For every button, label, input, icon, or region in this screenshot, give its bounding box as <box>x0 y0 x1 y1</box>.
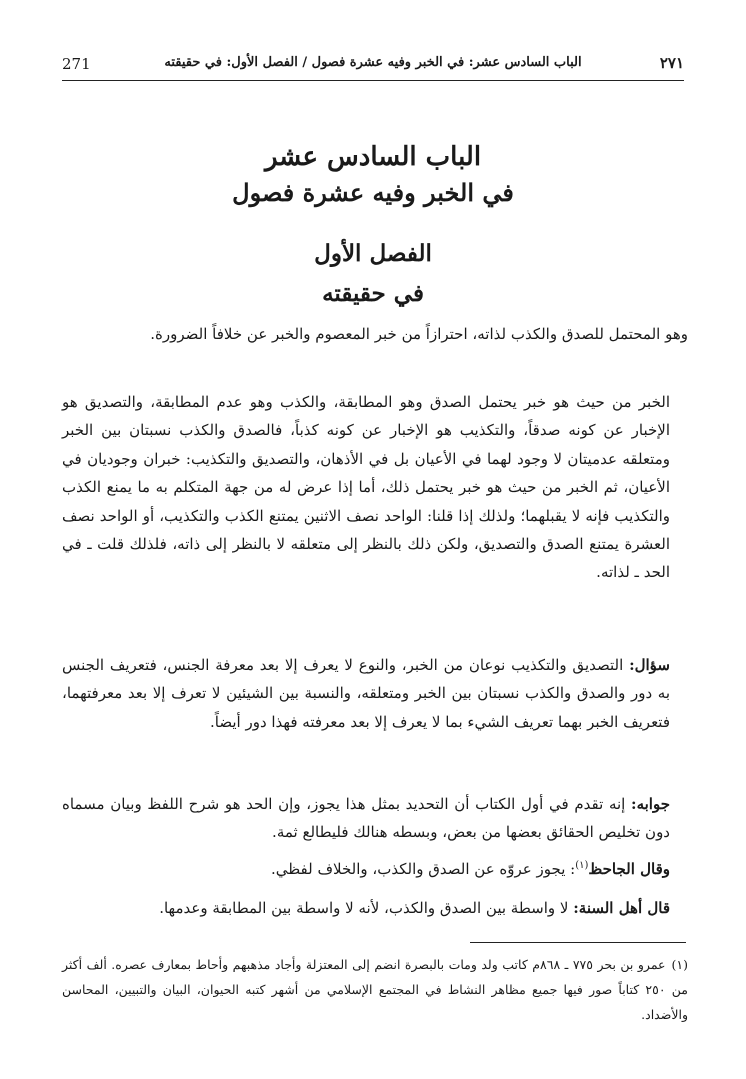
chapter-subtitle: في الخبر وفيه عشرة فصول <box>232 178 514 207</box>
jahiz-label: وقال الجاحظ <box>588 860 670 878</box>
footnote <box>62 952 688 1027</box>
footnote-reference[interactable]: (١) <box>575 860 589 871</box>
footnote-text: عمرو بن بحر ٧٧٥ ـ ٨٦٨م كاتب ولد ومات بالبصرة انضم إلى المعتزلة وأجاد مذهبهم وأحاط بمعارف عصره. ألف أكثر من ٢٥٠ كتاباً صور فيها جميع مظاهر النشاط في المجتمع الإسلامي من أشهر كتبه الحيوان، البيان والتبيين، المحاسن والأضداد. <box>62 957 688 1022</box>
question-paragraph <box>62 651 688 736</box>
definition-paragraph <box>62 320 688 348</box>
definition-text: وهو المحتمل للصدق والكذب لذاته، احترازاً من خبر المعصوم والخبر عن خلافاً الضرورة. <box>150 325 688 343</box>
header-divider <box>62 80 684 81</box>
section-title: الفصل الأول <box>314 240 432 267</box>
question-text: التصديق والتكذيب نوعان من الخبر، والنوع لا يعرف إلا بعد معرفة الجنس، فتعريف الجنس به دور والصدق والكذب نسبتان بين الخبر ومتعلقه، والنسبة بين الشيئين لا تعرف إلا بعد معرفتهما، فتعريف الخبر بهما تعريف الشيء بما لا يعرف إلا بعد معرفته فهذا دور أيضاً. <box>62 656 670 731</box>
jahiz-text: : يجوز عروّه عن الصدق والكذب، والخلاف لفظي. <box>270 860 576 878</box>
jahiz-paragraph <box>62 855 688 883</box>
answer-label: جوابه: <box>631 795 670 813</box>
explanation-paragraph <box>62 388 688 587</box>
answer-paragraph <box>62 790 688 847</box>
page-number-latin: 271 <box>62 55 91 73</box>
footnote-number: (١) <box>671 957 689 972</box>
sunnah-label: قال أهل السنة: <box>573 899 670 917</box>
chapter-title: الباب السادس عشر <box>264 142 482 172</box>
page-number-arabic: ٢٧١ <box>659 54 684 72</box>
running-title: الباب السادس عشر: في الخبر وفيه عشرة فصول / الفصل الأول: في حقيقته <box>164 55 582 70</box>
section-subtitle: في حقيقته <box>322 280 424 307</box>
page-header <box>62 52 684 78</box>
question-label: سؤال: <box>629 656 670 674</box>
sunnah-text: لا واسطة بين الصدق والكذب، لأنه لا واسطة بين المطابقة وعدمها. <box>159 899 569 917</box>
sunnah-paragraph <box>62 894 688 922</box>
answer-text: إنه تقدم في أول الكتاب أن التحديد بمثل هذا يجوز، وإن الحد هو شرح اللفظ وبيان مسماه دون تخليص الحقائق بعضها من بعض، وبسطه هنالك فليطالع ثمة. <box>62 795 670 842</box>
explanation-text: الخبر من حيث هو خبر يحتمل الصدق وهو المطابقة، والكذب وهو عدم المطابقة، والتصديق هو الإخبار عن كونه صدقاً، والتكذيب هو الإخبار عن كونه كذباً، فالصدق والكذب نسبتان بين الخبر ومتعلقه عدميتان لا وجود لهما في الأعيان بل في الأذهان، والتصديق والتكذيب: خبران وجوديان في الأعيان، ثم الخبر من حيث هو خبر يحتمل ذلك، أما إذا عرض له من جهة المتكلم به ما يمنع الكذب والتكذيب فإنه لا يقبلهما؛ ولذلك إذا قلنا: الواحد نصف الاثنين يمتنع الكذب والتكذيب، أو الواحد نصف العشرة يمتنع الصدق والتصديق، ولكن ذلك بالنظر إلى متعلقه لا بالنظر إلى ذاته، فلذلك قلت ـ في الحد ـ لذاته. <box>62 393 670 582</box>
footnote-divider <box>470 942 686 943</box>
